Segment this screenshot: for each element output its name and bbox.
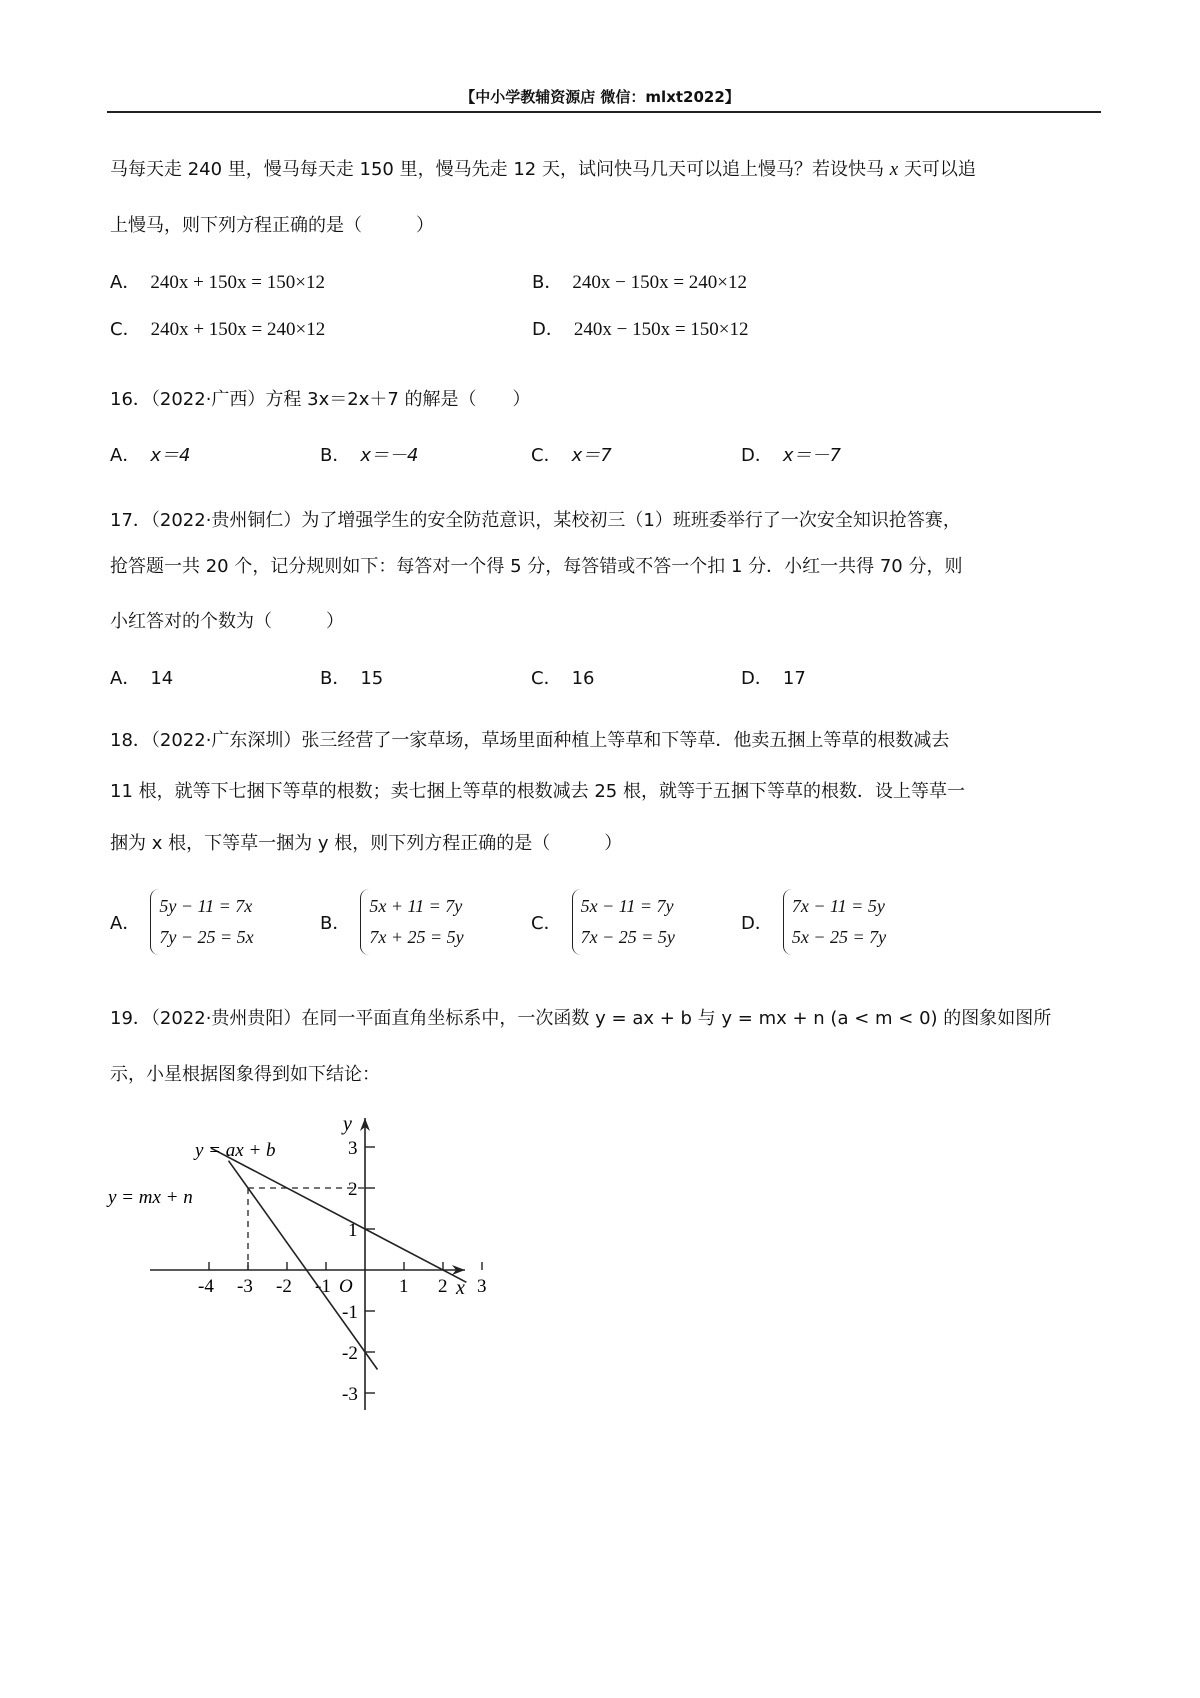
- q18-option-d-system: [783, 889, 886, 955]
- graph-labels: [106, 1113, 465, 1299]
- q18-option-c: [531, 889, 675, 955]
- q18-line-3: 捆为 x 根，下等草一捆为 y 根，则下列方程正确的是（ ）: [110, 833, 623, 854]
- origin-label: O: [339, 1276, 353, 1297]
- x-tick-label: -1: [315, 1276, 331, 1297]
- y-tick-label: 1: [348, 1220, 358, 1241]
- q18-option-c-system: [572, 889, 675, 955]
- q16-option-c-label: C．: [531, 445, 562, 466]
- q16-stem: 16．（2022·广西）方程 3x＝2x＋7 的解是（ ）: [110, 389, 531, 410]
- line-mx-label: y = mx + n: [108, 1187, 193, 1208]
- q18-option-b: [320, 889, 464, 955]
- q17-option-d-expr: 17: [782, 668, 806, 689]
- q16-option-a-label: A．: [110, 445, 141, 466]
- x-tick-label: 1: [399, 1276, 409, 1297]
- graph-lines: [211, 1148, 466, 1369]
- q16-option-b-expr: x＝－4: [360, 445, 419, 466]
- q18-option-d: [741, 889, 886, 955]
- q15-option-a-label: A．: [110, 272, 141, 293]
- y-tick-label: -2: [342, 1343, 358, 1364]
- x-tick-label: 2: [438, 1276, 448, 1297]
- q15-option-d-label: D．: [532, 319, 564, 340]
- page-header: 【中小学教辅资源店 微信：mlxt2022】: [460, 88, 740, 106]
- q15-option-d-expr: 240x − 150x = 150×12: [573, 319, 749, 340]
- q15-option-c-expr: 240x + 150x = 240×12: [150, 319, 326, 340]
- q17-option-b: [320, 664, 383, 690]
- q15-option-b: [532, 268, 747, 294]
- q17-line-3: 小红答对的个数为（ ）: [110, 611, 344, 632]
- q17-option-a: [110, 664, 173, 690]
- q15-option-c: [110, 315, 325, 341]
- y-tick-label: 2: [348, 1179, 358, 1200]
- q18-option-c-eq2: 7x − 25 = 5y: [580, 927, 675, 947]
- q15-line-1-text: 马每天走 240 里，慢马每天走 150 里，慢马先走 12 天，试问快马几天可以追上慢马？若设快马: [110, 159, 884, 180]
- y-tick-label: -3: [342, 1384, 358, 1405]
- q18-option-d-label: D．: [741, 913, 773, 934]
- q18-option-b-eq1: 5x + 11 = 7y: [369, 896, 463, 916]
- q16-option-b: [320, 441, 418, 467]
- y-axis-label: y: [343, 1113, 352, 1135]
- q18-option-b-eq2: 7x + 25 = 5y: [369, 927, 464, 947]
- q15-option-d: [532, 315, 749, 341]
- q18-option-a-eq1: 5y − 11 = 7x: [159, 896, 253, 916]
- q17-option-c: [531, 664, 594, 690]
- q15-line-2: 上慢马，则下列方程正确的是（ ）: [110, 215, 434, 236]
- x-tick-label: 3: [477, 1276, 487, 1297]
- q15-option-a-expr: 240x + 150x = 150×12: [150, 272, 325, 293]
- q16-option-d: [741, 441, 841, 467]
- q17-option-b-expr: 15: [360, 668, 384, 689]
- q17-option-c-label: C．: [531, 668, 562, 689]
- q17-option-d-label: D．: [741, 668, 773, 689]
- x-axis-label: x: [456, 1277, 465, 1299]
- q16-option-b-label: B．: [320, 445, 351, 466]
- x-tick-label: -3: [237, 1276, 253, 1297]
- header-rule: [107, 111, 1101, 113]
- graph-axes: [150, 1118, 465, 1410]
- y-tick-label: 3: [348, 1138, 358, 1159]
- y-tick-label: -1: [342, 1302, 358, 1323]
- q17-option-d: [741, 664, 806, 690]
- q15-option-b-label: B．: [532, 272, 563, 293]
- q18-option-a: [110, 889, 254, 955]
- q19-line-1: 19．（2022·贵州贵阳）在同一平面直角坐标系中，一次函数 y = ax + b 与 y = mx + n (a < m < 0) 的图象如图所: [110, 1008, 1052, 1029]
- q18-option-a-system: [150, 889, 253, 955]
- q18-option-a-label: A．: [110, 913, 141, 934]
- q18-option-d-eq2: 5x − 25 = 7y: [791, 927, 887, 947]
- q16-option-c-expr: x＝7: [571, 445, 612, 466]
- q17-line-1: 17．（2022·贵州铜仁）为了增强学生的安全防范意识，某校初三（1）班班委举行了一次安全知识抢答赛，: [110, 510, 961, 531]
- q17-line-2: 抢答题一共 20 个，记分规则如下：每答对一个得 5 分，每答错或不答一个扣 1 分．小红一共得 70 分，则: [110, 556, 963, 577]
- line-ax-label: y = ax + b: [195, 1140, 276, 1161]
- q17-option-a-label: A．: [110, 668, 141, 689]
- q16-option-d-label: D．: [741, 445, 773, 466]
- q16-option-a-expr: x＝4: [150, 445, 191, 466]
- x-tick-label: -4: [198, 1276, 214, 1297]
- q18-option-b-system: [360, 889, 463, 955]
- q18-option-a-eq2: 7y − 25 = 5x: [159, 927, 254, 947]
- q16-option-d-expr: x＝－7: [782, 445, 841, 466]
- q19-line-2: 示，小星根据图象得到如下结论：: [110, 1064, 380, 1085]
- q18-option-c-eq1: 5x − 11 = 7y: [580, 896, 674, 916]
- q15-var-x: x: [889, 159, 899, 180]
- q17-option-a-expr: 14: [150, 668, 174, 689]
- q17-option-c-expr: 16: [571, 668, 595, 689]
- q16-option-c: [531, 441, 612, 467]
- q18-line-1: 18．（2022·广东深圳）张三经营了一家草场，草场里面种植上等草和下等草．他卖五捆上等草的根数减去: [110, 730, 950, 751]
- q15-option-c-label: C．: [110, 319, 141, 340]
- q18-option-b-label: B．: [320, 913, 351, 934]
- q17-option-b-label: B．: [320, 668, 351, 689]
- coordinate-graph: [100, 1100, 530, 1430]
- q15-line-1: [110, 155, 976, 181]
- q15-line-1-tail: 天可以追: [903, 159, 976, 180]
- x-tick-label: -2: [276, 1276, 292, 1297]
- q15-option-a: [110, 268, 325, 294]
- q15-option-b-expr: 240x − 150x = 240×12: [572, 272, 748, 293]
- line-y-mx-n: [211, 1148, 466, 1282]
- q16-option-a: [110, 441, 190, 467]
- q18-option-d-eq1: 7x − 11 = 5y: [791, 896, 885, 916]
- q18-option-c-label: C．: [531, 913, 562, 934]
- q18-line-2: 11 根，就等下七捆下等草的根数；卖七捆上等草的根数减去 25 根，就等于五捆下等草的根数．设上等草一: [110, 781, 965, 802]
